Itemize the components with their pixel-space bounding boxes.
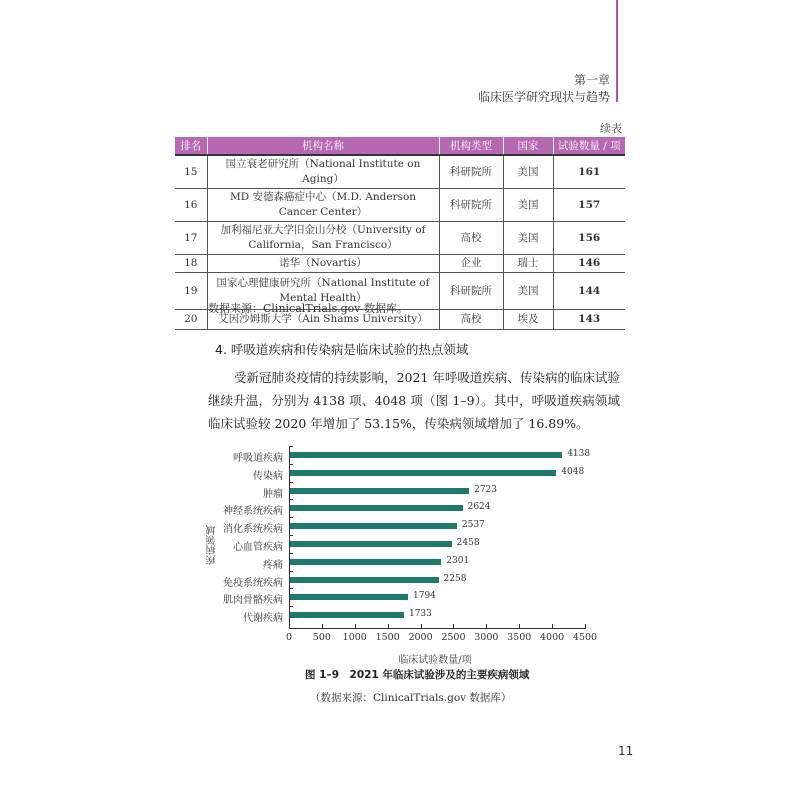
cell-rank: 19 — [175, 273, 207, 310]
x-tick-label: 0 — [285, 632, 293, 643]
bar — [290, 470, 556, 476]
y-tick — [289, 499, 293, 500]
figure-caption: 图 1–9 2021 年临床试验涉及的主要疾病领域 — [305, 669, 530, 681]
bar — [290, 452, 562, 458]
cell-type: 高校 — [439, 222, 503, 255]
x-tick — [552, 624, 553, 628]
bar — [290, 612, 404, 618]
cell-name: 诺华（Novartis） — [207, 255, 439, 273]
chart-ylabel: 疾病领域 — [207, 525, 218, 565]
x-tick — [355, 624, 356, 628]
x-tick-label: 4000 — [540, 632, 565, 643]
x-tick — [289, 624, 290, 628]
cell-count: 161 — [553, 155, 625, 189]
x-tick-label: 1000 — [342, 632, 367, 643]
cell-count: 143 — [553, 310, 625, 330]
cell-type: 科研院所 — [439, 273, 503, 310]
bar — [290, 488, 469, 494]
bar — [290, 523, 457, 529]
x-tick — [322, 624, 323, 628]
figure-source: （数据来源：ClinicalTrials.gov 数据库） — [310, 692, 512, 704]
category-label: 肌肉骨骼疾病 — [223, 595, 283, 607]
bar-value-label: 2537 — [461, 520, 485, 531]
table-row — [175, 189, 625, 222]
cell-name: 加利福尼亚大学旧金山分校（University of California，San Francisco） — [207, 222, 439, 255]
x-tick — [486, 624, 487, 628]
chapter-accent-line — [616, 0, 618, 102]
table-row — [175, 222, 625, 255]
chapter-number: 第一章 — [573, 73, 610, 87]
cell-rank: 16 — [175, 189, 207, 222]
section-paragraph: 受新冠肺炎疫情的持续影响，2021 年呼吸道疾病、传染病的临床试验继续升温，分别为 4138 项、4048 项（图 1–9）。其中，呼吸道疾病领域临床试验较 2020 年增加了 53.15%，传染病领域增加了 16.89%。 — [208, 370, 620, 431]
x-tick-label: 3500 — [507, 632, 532, 643]
bar-value-label: 1794 — [413, 591, 436, 602]
cell-country: 瑞士 — [503, 255, 553, 273]
chapter-title: 临床医学研究现状与趋势 — [477, 90, 610, 104]
y-tick — [289, 464, 293, 465]
bar-value-label: 4138 — [567, 449, 591, 459]
category-label: 传染病 — [253, 470, 283, 482]
cell-rank: 18 — [175, 255, 207, 273]
x-tick — [585, 624, 586, 628]
x-tick — [388, 624, 389, 628]
category-label: 消化系统疾病 — [223, 524, 283, 536]
cell-name: 艾因沙姆斯大学（Ain Shams University） — [207, 310, 439, 330]
y-tick — [289, 606, 293, 607]
cell-rank: 20 — [175, 310, 207, 330]
bar — [290, 594, 408, 600]
bar-value-label: 2458 — [456, 538, 480, 548]
bar-value-label: 2301 — [446, 555, 470, 566]
cell-type: 科研院所 — [439, 189, 503, 222]
y-tick — [289, 535, 293, 536]
section-heading: 4. 呼吸道疾病和传染病是临床试验的热点领域 — [215, 342, 469, 357]
x-tick-label: 4500 — [572, 632, 598, 643]
x-tick-label: 3000 — [474, 632, 499, 643]
x-tick-label: 2500 — [441, 632, 466, 643]
category-label: 疼痛 — [263, 559, 283, 571]
cell-type: 企业 — [439, 255, 503, 273]
bar-value-label: 2624 — [467, 502, 491, 513]
x-tick — [421, 624, 422, 628]
cell-rank: 15 — [175, 155, 207, 189]
y-tick — [289, 553, 293, 554]
cell-country: 美国 — [503, 222, 553, 255]
y-tick — [289, 517, 293, 518]
category-label: 呼吸道疾病 — [233, 453, 283, 464]
bar — [290, 505, 463, 511]
x-tick-label: 2000 — [408, 632, 433, 643]
cell-count: 157 — [553, 189, 625, 222]
cell-country: 美国 — [503, 155, 553, 189]
table-row — [175, 155, 625, 189]
bar — [290, 577, 439, 583]
bar-value-label: 2723 — [474, 484, 498, 495]
category-label: 心血管疾病 — [233, 542, 283, 553]
cell-count: 146 — [553, 255, 625, 273]
bar — [290, 559, 441, 565]
table-row — [175, 255, 625, 273]
x-tick — [453, 624, 454, 628]
x-tick-label: 1500 — [375, 632, 400, 643]
cell-rank: 17 — [175, 222, 207, 255]
bar — [290, 541, 452, 547]
x-tick — [519, 624, 520, 628]
chart-xlabel: 临床试验数量/项 — [398, 655, 472, 666]
cell-country: 美国 — [503, 273, 553, 310]
table-source: 数据来源：ClinicalTrials.gov 数据库。 — [208, 302, 408, 315]
col-type: 机构类型 — [439, 137, 503, 155]
y-tick — [289, 588, 293, 589]
category-label: 免疫系统疾病 — [223, 577, 283, 589]
chart-x-axis — [289, 628, 586, 629]
bar-value-label: 4048 — [561, 466, 585, 477]
category-label: 代谢疾病 — [243, 613, 283, 625]
category-label: 肿瘤 — [263, 488, 283, 500]
cell-country: 埃及 — [503, 310, 553, 330]
y-tick — [289, 482, 293, 483]
cell-country: 美国 — [503, 189, 553, 222]
bar-value-label: 2258 — [443, 573, 467, 584]
y-tick — [289, 446, 293, 447]
col-name: 机构名称 — [207, 137, 439, 155]
bar-value-label: 1733 — [408, 609, 432, 620]
cell-type: 高校 — [439, 310, 503, 330]
cell-name: MD 安德森癌症中心（M.D. Anderson Cancer Center） — [207, 189, 439, 222]
table-continued-label: 续表 — [600, 122, 622, 135]
cell-name: 国立衰老研究所（National Institute on Aging） — [207, 155, 439, 189]
cell-count: 144 — [553, 273, 625, 310]
cell-type: 科研院所 — [439, 155, 503, 189]
col-country: 国家 — [503, 137, 553, 155]
page-number: 11 — [618, 744, 634, 758]
category-label: 神经系统疾病 — [223, 506, 283, 518]
table-header-row — [175, 137, 625, 155]
y-tick — [289, 571, 293, 572]
col-rank: 排名 — [175, 137, 207, 155]
col-count: 试验数量 / 项 — [553, 137, 625, 155]
running-header — [478, 72, 610, 106]
cell-count: 156 — [553, 222, 625, 255]
cell-name: 国家心理健康研究所（National Institute of Mental Health） — [207, 273, 439, 310]
x-tick-label: 500 — [312, 632, 331, 643]
